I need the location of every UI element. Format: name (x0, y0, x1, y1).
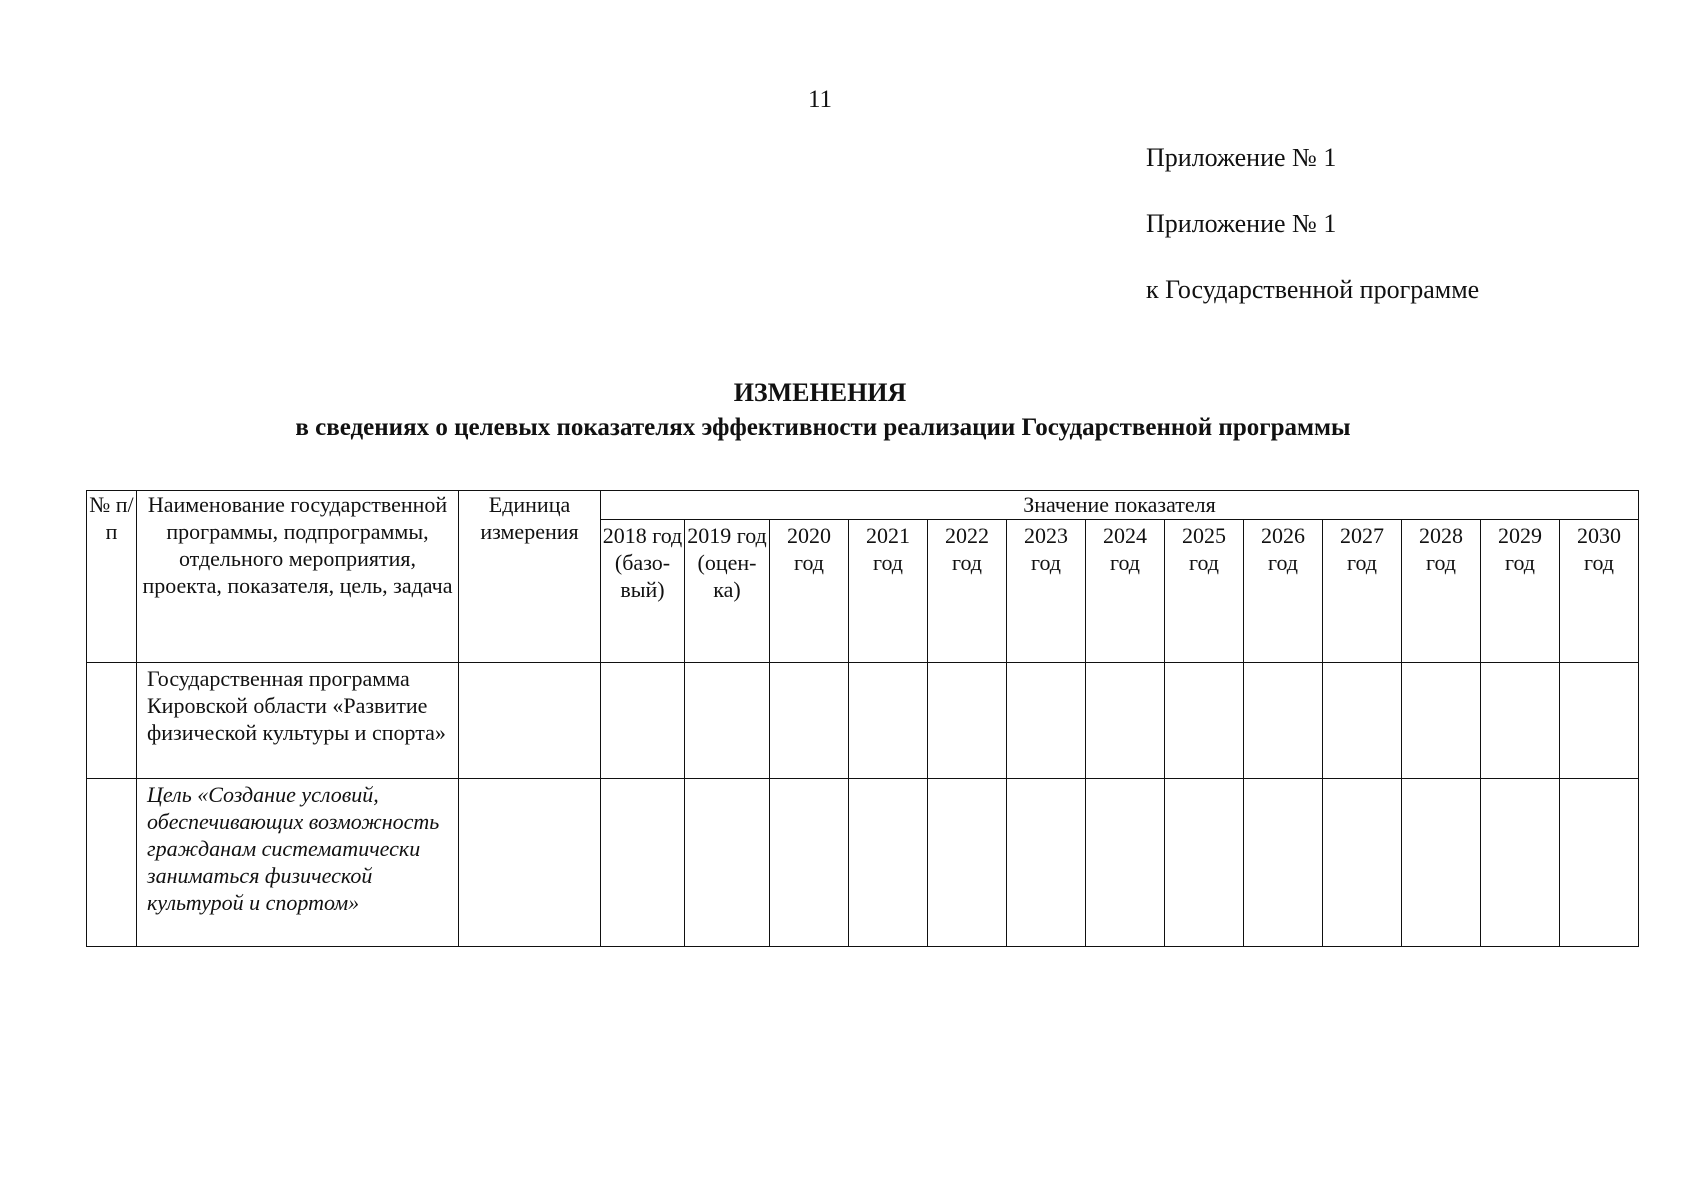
header-row-top (87, 491, 1639, 520)
row-name: Государственная программа Кировской области «Развитие физической культуры и спорта» (137, 663, 459, 779)
header-year-2029: 2029 год (1481, 520, 1560, 663)
value-cell (601, 663, 685, 779)
appendix-line-2: Приложение № 1 (1146, 209, 1337, 238)
header-year-2019: 2019 год (оцен-ка) (685, 520, 770, 663)
value-cell (1007, 663, 1086, 779)
value-cell (849, 779, 928, 947)
document-subtitle: в сведениях о целевых показателях эффективности реализации Государственной программы (295, 414, 1351, 441)
value-cell (601, 779, 685, 947)
value-cell (849, 663, 928, 779)
value-cell (1244, 779, 1323, 947)
header-year-2026: 2026 год (1244, 520, 1323, 663)
value-cell (928, 663, 1007, 779)
row-num (87, 779, 137, 947)
appendix-line-1: Приложение № 1 (1146, 143, 1337, 172)
header-num: № п/п (87, 491, 137, 663)
value-cell (1481, 663, 1560, 779)
row-unit (459, 779, 601, 947)
header-year-2024: 2024 год (1086, 520, 1165, 663)
value-cell (1165, 663, 1244, 779)
header-unit: Единица измерения (459, 491, 601, 663)
row-name: Цель «Создание условий, обеспечивающих возможность гражданам систематически заниматься физической культурой и спортом» (137, 779, 459, 947)
value-cell (770, 663, 849, 779)
header-year-2023: 2023 год (1007, 520, 1086, 663)
value-cell (928, 779, 1007, 947)
value-cell (1165, 779, 1244, 947)
value-cell (1560, 779, 1639, 947)
header-year-2028: 2028 год (1402, 520, 1481, 663)
value-cell (1086, 663, 1165, 779)
value-cell (1481, 779, 1560, 947)
appendix-line-3: к Государственной программе (1146, 275, 1480, 304)
page-number: 11 (807, 86, 833, 113)
value-cell (1086, 779, 1165, 947)
value-cell (1402, 663, 1481, 779)
value-cell (1323, 779, 1402, 947)
header-values: Значение показателя (601, 491, 1639, 520)
value-cell (685, 779, 770, 947)
header-year-2025: 2025 год (1165, 520, 1244, 663)
header-name: Наименование государственной программы, подпрограммы, отдельного мероприятия, проекта, показателя, цель, задача (137, 491, 459, 663)
value-cell (1402, 779, 1481, 947)
header-year-2022: 2022 год (928, 520, 1007, 663)
header-year-2030: 2030 год (1560, 520, 1639, 663)
value-cell (1323, 663, 1402, 779)
table-row (87, 663, 1639, 779)
row-unit (459, 663, 601, 779)
indicators-table (86, 490, 1639, 947)
header-year-2021: 2021 год (849, 520, 928, 663)
value-cell (770, 779, 849, 947)
value-cell (1007, 779, 1086, 947)
document-title: ИЗМЕНЕНИЯ (733, 378, 907, 407)
value-cell (1560, 663, 1639, 779)
value-cell (1244, 663, 1323, 779)
header-year-2027: 2027 год (1323, 520, 1402, 663)
value-cell (685, 663, 770, 779)
header-year-2020: 2020 год (770, 520, 849, 663)
header-year-2018: 2018 год (базо-вый) (601, 520, 685, 663)
row-num (87, 663, 137, 779)
table-row (87, 779, 1639, 947)
